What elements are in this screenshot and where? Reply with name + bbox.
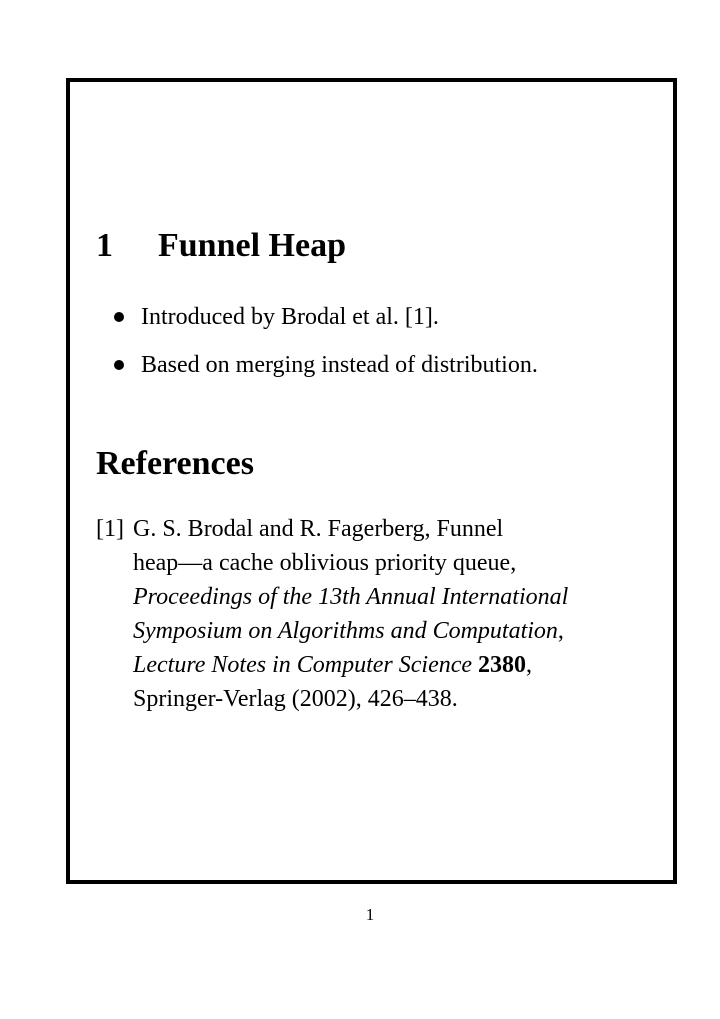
section-heading xyxy=(96,222,346,270)
reference-comma: , xyxy=(557,618,564,644)
bullet-dot-icon xyxy=(114,312,124,322)
section-title: Funnel Heap xyxy=(158,227,346,264)
bullet-text: Introduced by Brodal et al. [1]. xyxy=(141,304,439,330)
reference-series-row xyxy=(133,648,656,682)
reference-entry xyxy=(96,512,656,716)
reference-venue-line2-row xyxy=(133,614,656,648)
section-number: 1 xyxy=(96,227,113,264)
reference-authors: G. S. Brodal and R. Fagerberg, Funnel xyxy=(133,516,504,542)
reference-label: [1] xyxy=(96,516,124,542)
reference-venue-line2: Symposium on Algorithms and Computation xyxy=(133,618,558,644)
bullet-item xyxy=(112,348,538,396)
reference-title: heap—a cache oblivious priority queue, xyxy=(133,550,517,576)
reference-comma: , xyxy=(526,652,533,678)
bullet-item xyxy=(112,300,538,348)
reference-body xyxy=(133,512,656,716)
reference-venue-line1: Proceedings of the 13th Annual International xyxy=(133,584,569,610)
reference-series: Lecture Notes in Computer Science xyxy=(133,652,473,678)
reference-publisher: Springer-Verlag (2002), 426–438. xyxy=(133,686,458,712)
references-heading: References xyxy=(96,445,254,482)
reference-volume: 2380 xyxy=(478,652,527,678)
bullet-list xyxy=(112,300,538,396)
bullet-text: Based on merging instead of distribution. xyxy=(141,352,538,378)
page-number: 1 xyxy=(365,905,375,924)
bullet-dot-icon xyxy=(114,360,124,370)
